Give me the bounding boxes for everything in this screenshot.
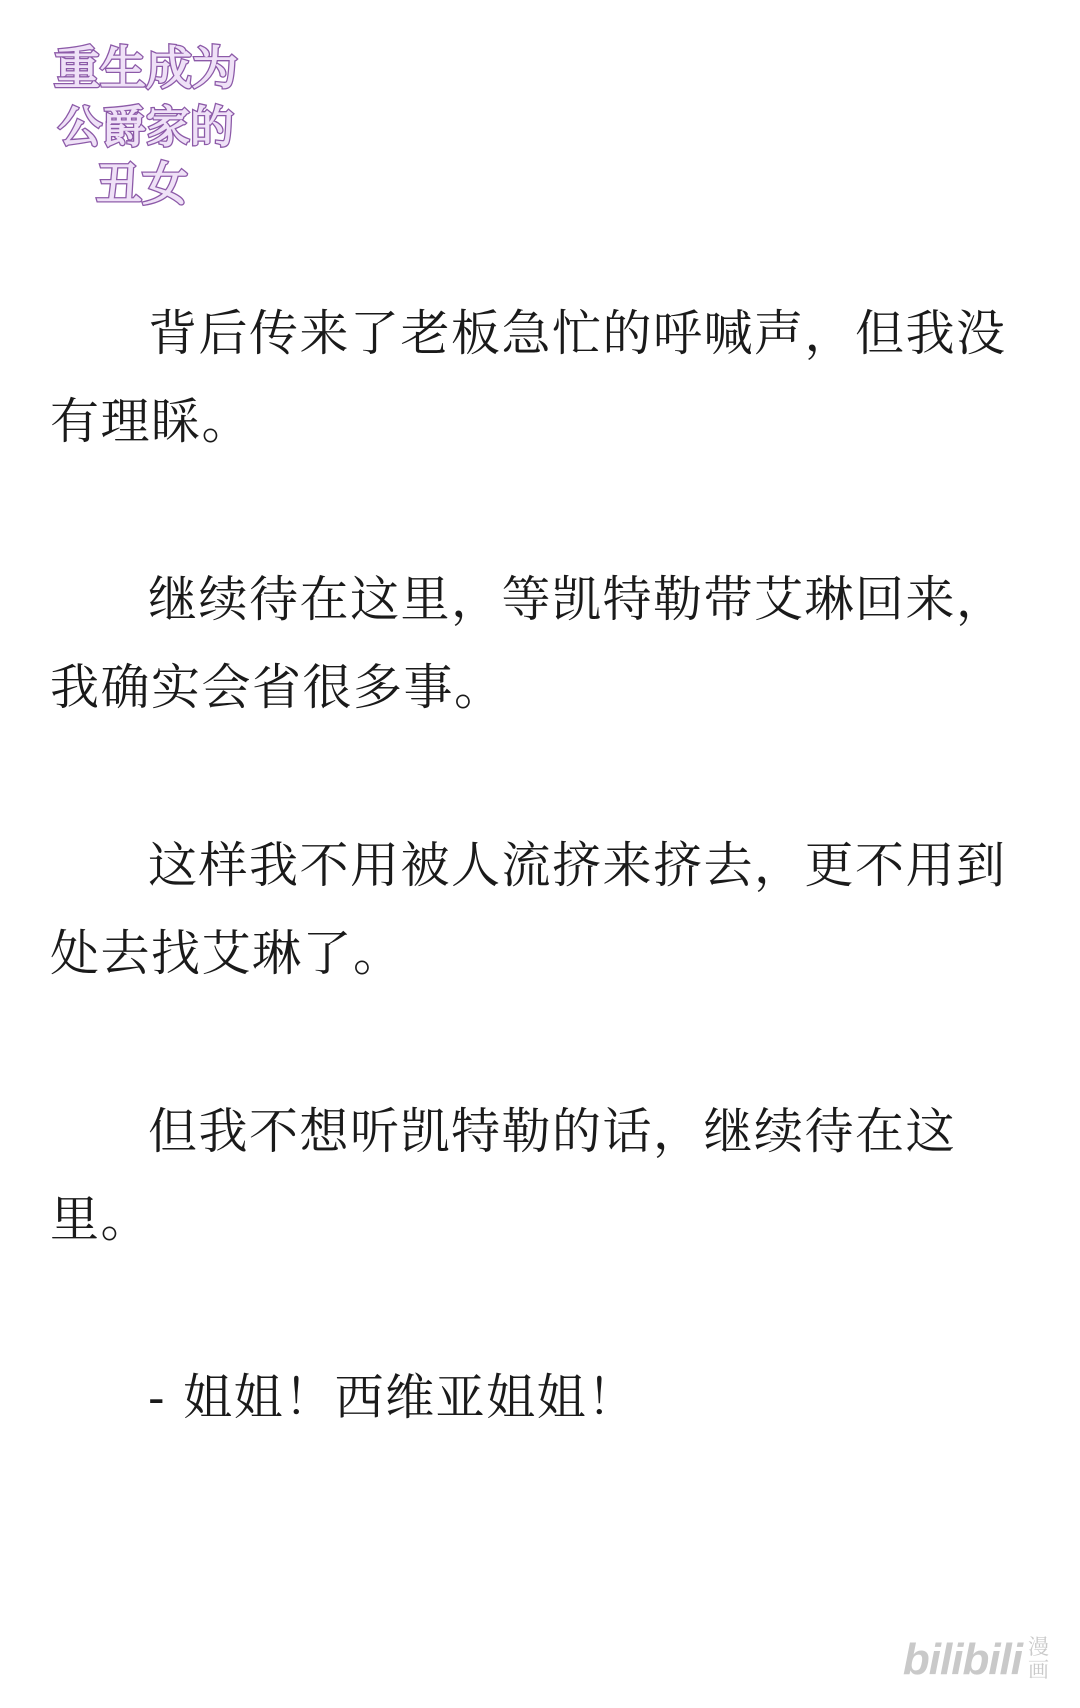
- bilibili-comics-watermark: [903, 1636, 1052, 1682]
- paragraph: 背后传来了老板急忙的呼喊声，但我没有理睬。: [50, 305, 1007, 450]
- comic-title-logo: [50, 28, 270, 228]
- dialogue-line: - 姐姐！西维亚姐姐！: [148, 1369, 638, 1426]
- chapter-text: [50, 290, 1032, 1532]
- paragraph: 但我不想听凯特勒的话，继续待在这里。: [50, 1103, 957, 1248]
- logo-line-2: 公爵家的: [58, 102, 234, 153]
- logo-line-1: 重生成为: [54, 41, 238, 95]
- paragraph: 这样我不用被人流挤来挤去，更不用到处去找艾琳了。: [50, 837, 1007, 982]
- logo-line-3: 丑女: [96, 157, 188, 211]
- watermark-brand: bilibili: [902, 1635, 1022, 1684]
- paragraph: 继续待在这里，等凯特勒带艾琳回来，我确实会省很多事。: [50, 571, 1007, 716]
- title-logo-art: [50, 28, 270, 228]
- watermark-sub: 漫画: [1028, 1635, 1049, 1682]
